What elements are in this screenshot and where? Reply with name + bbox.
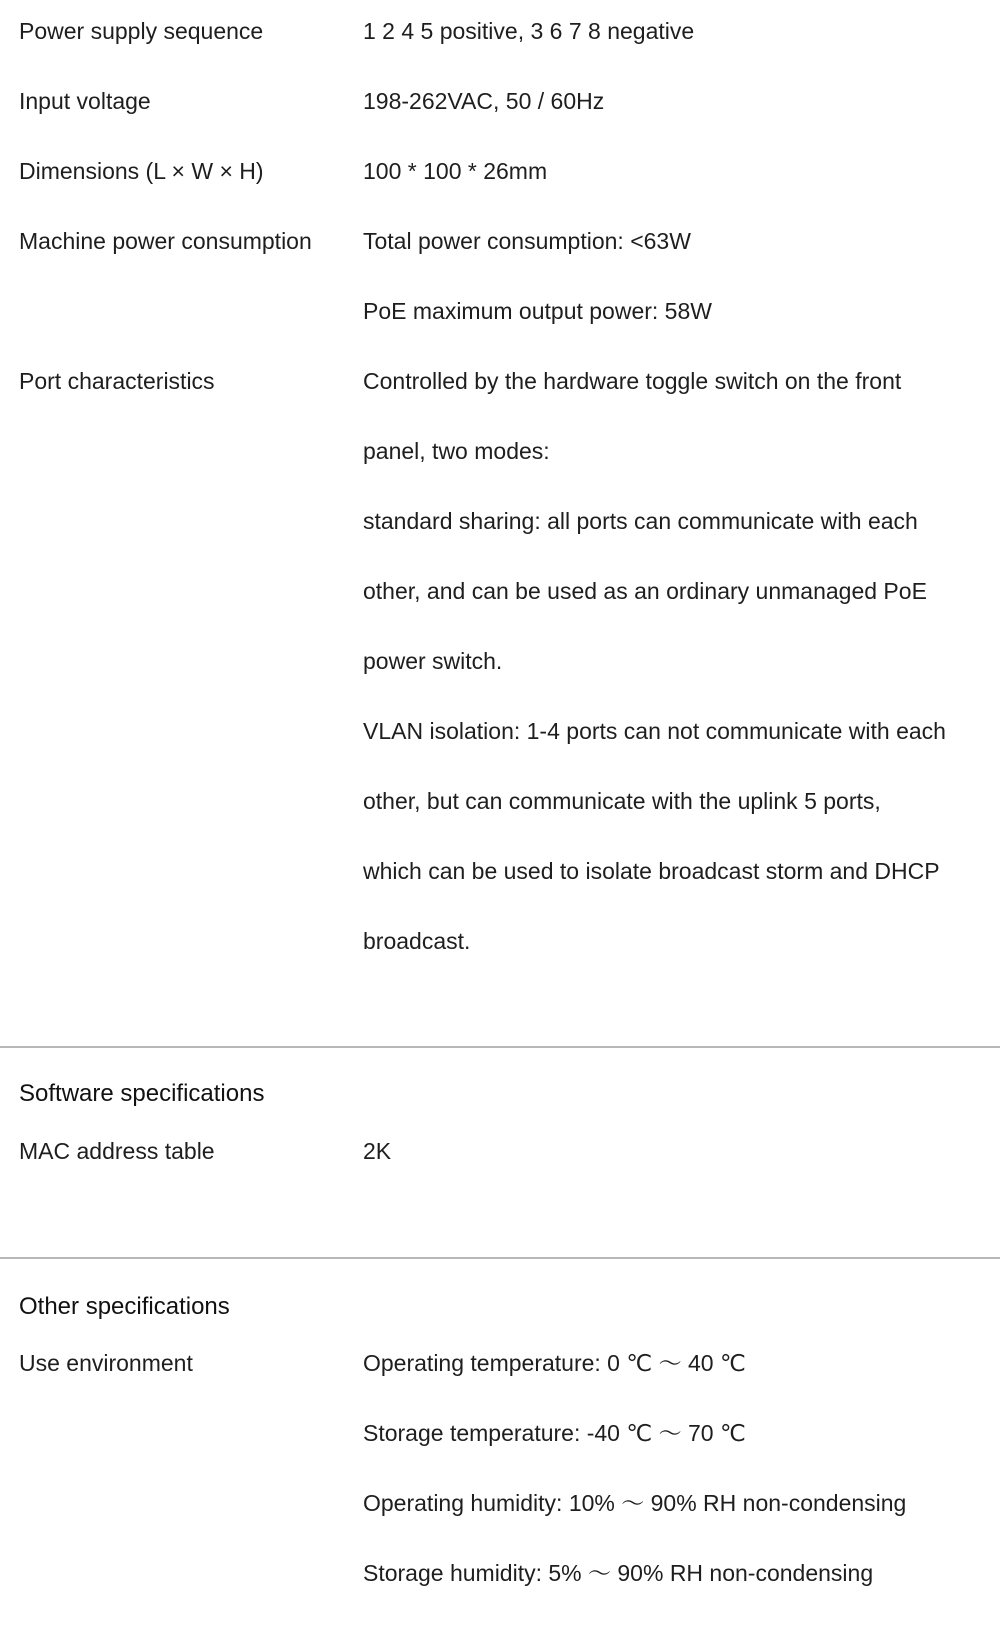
- spec-value-storage-temperature: Storage temperature: -40 ℃ ～ 70 ℃: [363, 1420, 746, 1446]
- spec-label-port-characteristics: Port characteristics: [19, 368, 215, 394]
- spec-value-operating-temperature: Operating temperature: 0 ℃ ～ 40 ℃: [363, 1350, 746, 1376]
- spec-label-use-environment: Use environment: [19, 1350, 193, 1376]
- spec-value-mac-address-table: 2K: [363, 1138, 392, 1164]
- spec-label-power-supply-sequence: Power supply sequence: [19, 18, 264, 44]
- spec-value-port-line: broadcast.: [363, 928, 471, 954]
- spec-value-port-line: standard sharing: all ports can communicate with each: [363, 508, 918, 534]
- section-divider: [0, 1046, 1000, 1048]
- spec-label-mac-address-table: MAC address table: [19, 1138, 215, 1164]
- spec-value-dimensions: 100 * 100 * 26mm: [363, 158, 548, 184]
- spec-value-port-line: Controlled by the hardware toggle switch on the front: [363, 368, 902, 394]
- spec-value-poe-max-power: PoE maximum output power: 58W: [363, 298, 712, 324]
- spec-label-input-voltage: Input voltage: [19, 88, 151, 114]
- spec-value-port-line: VLAN isolation: 1-4 ports can not communicate with each: [363, 718, 946, 744]
- spec-value-storage-humidity: Storage humidity: 5% ～ 90% RH non-condensing: [363, 1560, 874, 1586]
- spec-value-input-voltage: 198-262VAC, 50 / 60Hz: [363, 88, 605, 114]
- spec-value-operating-humidity: Operating humidity: 10% ～ 90% RH non-condensing: [363, 1490, 907, 1516]
- spec-value-port-line: other, but can communicate with the uplink 5 ports,: [363, 788, 881, 814]
- spec-value-port-line: panel, two modes:: [363, 438, 550, 464]
- section-title-software: Software specifications: [19, 1080, 265, 1107]
- spec-value-port-line: other, and can be used as an ordinary unmanaged PoE: [363, 578, 927, 604]
- spec-value-power-supply-sequence: 1 2 4 5 positive, 3 6 7 8 negative: [363, 18, 695, 44]
- section-divider: [0, 1257, 1000, 1259]
- spec-value-port-line: power switch.: [363, 648, 503, 674]
- section-title-other: Other specifications: [19, 1293, 230, 1320]
- spec-value-total-power: Total power consumption: <63W: [363, 228, 691, 254]
- spec-label-dimensions: Dimensions (L × W × H): [19, 158, 264, 184]
- spec-value-port-line: which can be used to isolate broadcast storm and DHCP: [363, 858, 940, 884]
- spec-label-power-consumption: Machine power consumption: [19, 228, 312, 254]
